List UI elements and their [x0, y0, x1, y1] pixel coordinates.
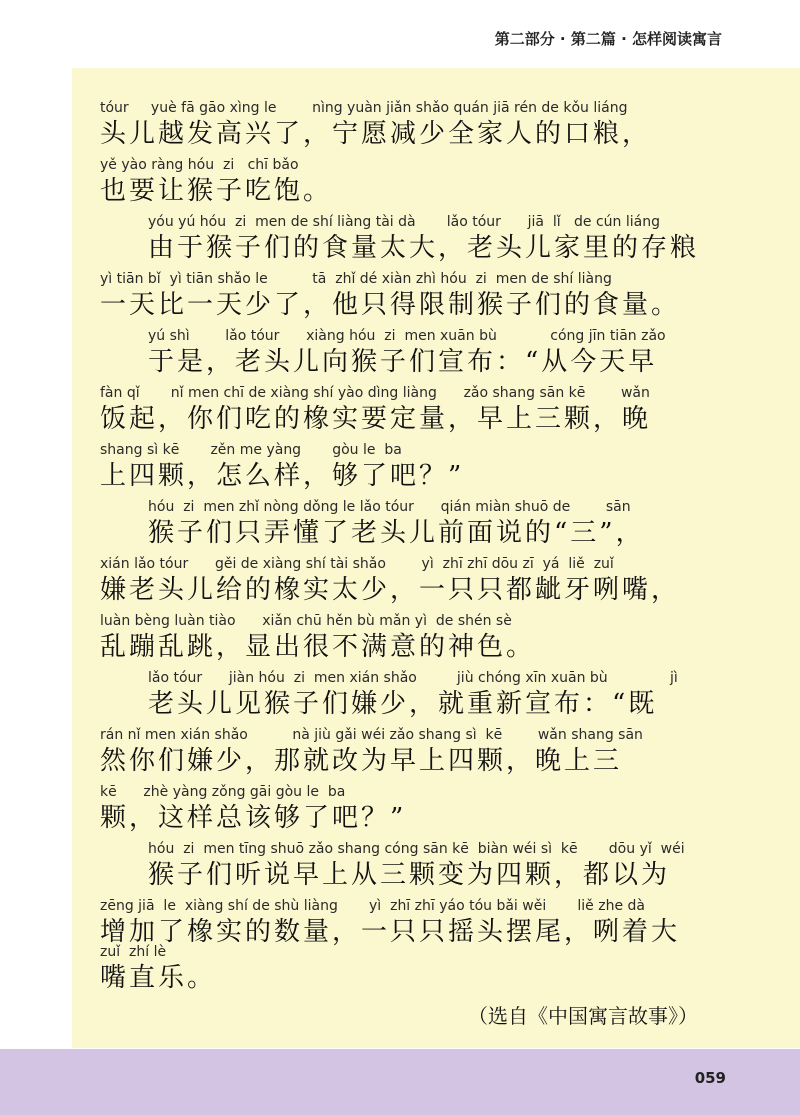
text-line	[148, 214, 748, 270]
pinyin-line: yì tiān bǐ yì tiān shǎo le tā zhǐ dé xiàn zhì hóu zi men de shí liàng	[100, 271, 612, 287]
hanzi-line: 颗，这样总该够了吧？”	[100, 803, 407, 833]
text-line	[148, 499, 748, 555]
hanzi-line: 一天比一天少了，他只得限制猴子们的食量。	[100, 290, 681, 320]
text-line	[100, 556, 700, 612]
pinyin-line: fàn qǐ nǐ men chī de xiàng shí yào dìng liàng zǎo shang sān kē wǎn	[100, 385, 650, 401]
text-line	[100, 385, 700, 441]
page-footer	[0, 1049, 800, 1115]
hanzi-line: 饭起，你们吃的橡实要定量，早上三颗，晚	[100, 404, 652, 434]
pinyin-line: yóu yú hóu zi men de shí liàng tài dà lǎo tóur jiā lǐ de cún liáng	[148, 214, 660, 230]
pinyin-line: shang sì kē zěn me yàng gòu le ba	[100, 442, 402, 458]
pinyin-line: hóu zi men zhǐ nòng dǒng le lǎo tóur qián miàn shuō de sān	[148, 499, 631, 515]
hanzi-line: 猴子们听说早上从三颗变为四颗，都以为	[148, 860, 671, 890]
text-line	[148, 328, 748, 384]
pinyin-line: kē zhè yàng zǒng gāi gòu le ba	[100, 784, 346, 800]
hanzi-line: 上四颗，怎么样，够了吧？”	[100, 461, 465, 491]
hanzi-line: 增加了橡实的数量，一只只摇头摆尾，咧着大	[100, 917, 681, 947]
hanzi-line: 乱蹦乱跳，显出很不满意的神色。	[100, 632, 536, 662]
hanzi-line: 由于猴子们的食量太大，老头儿家里的存粮	[148, 233, 700, 263]
pinyin-line: xián lǎo tóur gěi de xiàng shí tài shǎo yì zhī zhī dōu zī yá liě zuǐ	[100, 556, 614, 572]
page-number: 059	[694, 1069, 726, 1087]
hanzi-line: 也要让猴子吃饱。	[100, 176, 333, 206]
hanzi-line: 老头儿见猴子们嫌少，就重新宣布：“既	[148, 689, 658, 719]
text-line	[100, 271, 700, 327]
text-line	[100, 442, 700, 498]
text-line	[100, 784, 700, 840]
text-line	[100, 613, 700, 669]
section-title: 第二部分 · 第二篇 · 怎样阅读寓言	[494, 30, 722, 48]
pinyin-line: zēng jiā le xiàng shí de shù liàng yì zhī zhī yáo tóu bǎi wěi liě zhe dà	[100, 898, 645, 914]
pinyin-line: tóur yuè fā gāo xìng le nìng yuàn jiǎn shǎo quán jiā rén de kǒu liáng	[100, 100, 628, 116]
pinyin-line: luàn bèng luàn tiào xiǎn chū hěn bù mǎn yì de shén sè	[100, 613, 512, 629]
pinyin-line: rán nǐ men xián shǎo nà jiù gǎi wéi zǎo shang sì kē wǎn shang sān	[100, 727, 643, 743]
text-line	[148, 670, 748, 726]
pinyin-line: yú shì lǎo tóur xiàng hóu zi men xuān bù cóng jīn tiān zǎo	[148, 328, 666, 344]
page-header	[0, 0, 800, 66]
text-line	[148, 841, 748, 897]
text-line	[100, 100, 700, 156]
text-line	[100, 944, 700, 1000]
text-line	[100, 157, 700, 213]
pinyin-line: zuǐ zhí lè	[100, 944, 167, 960]
hanzi-line: 嘴直乐。	[100, 963, 217, 993]
hanzi-line: 猴子们只弄懂了老头儿前面说的“三”，	[148, 518, 645, 548]
pinyin-line: hóu zi men tīng shuō zǎo shang cóng sān kē biàn wéi sì kē dōu yǐ wéi	[148, 841, 685, 857]
source-citation: （选自《中国寓言故事》）	[468, 1004, 698, 1028]
hanzi-line: 然你们嫌少，那就改为早上四颗，晚上三	[100, 746, 623, 776]
pinyin-line: lǎo tóur jiàn hóu zi men xián shǎo jiù chóng xīn xuān bù jì	[148, 670, 678, 686]
hanzi-line: 头儿越发高兴了，宁愿减少全家人的口粮，	[100, 119, 652, 149]
text-line	[100, 727, 700, 783]
pinyin-line: yě yào ràng hóu zi chī bǎo	[100, 157, 299, 173]
hanzi-line: 于是，老头儿向猴子们宣布：“从今天早	[148, 347, 658, 377]
hanzi-line: 嫌老头儿给的橡实太少，一只只都龇牙咧嘴，	[100, 575, 681, 605]
